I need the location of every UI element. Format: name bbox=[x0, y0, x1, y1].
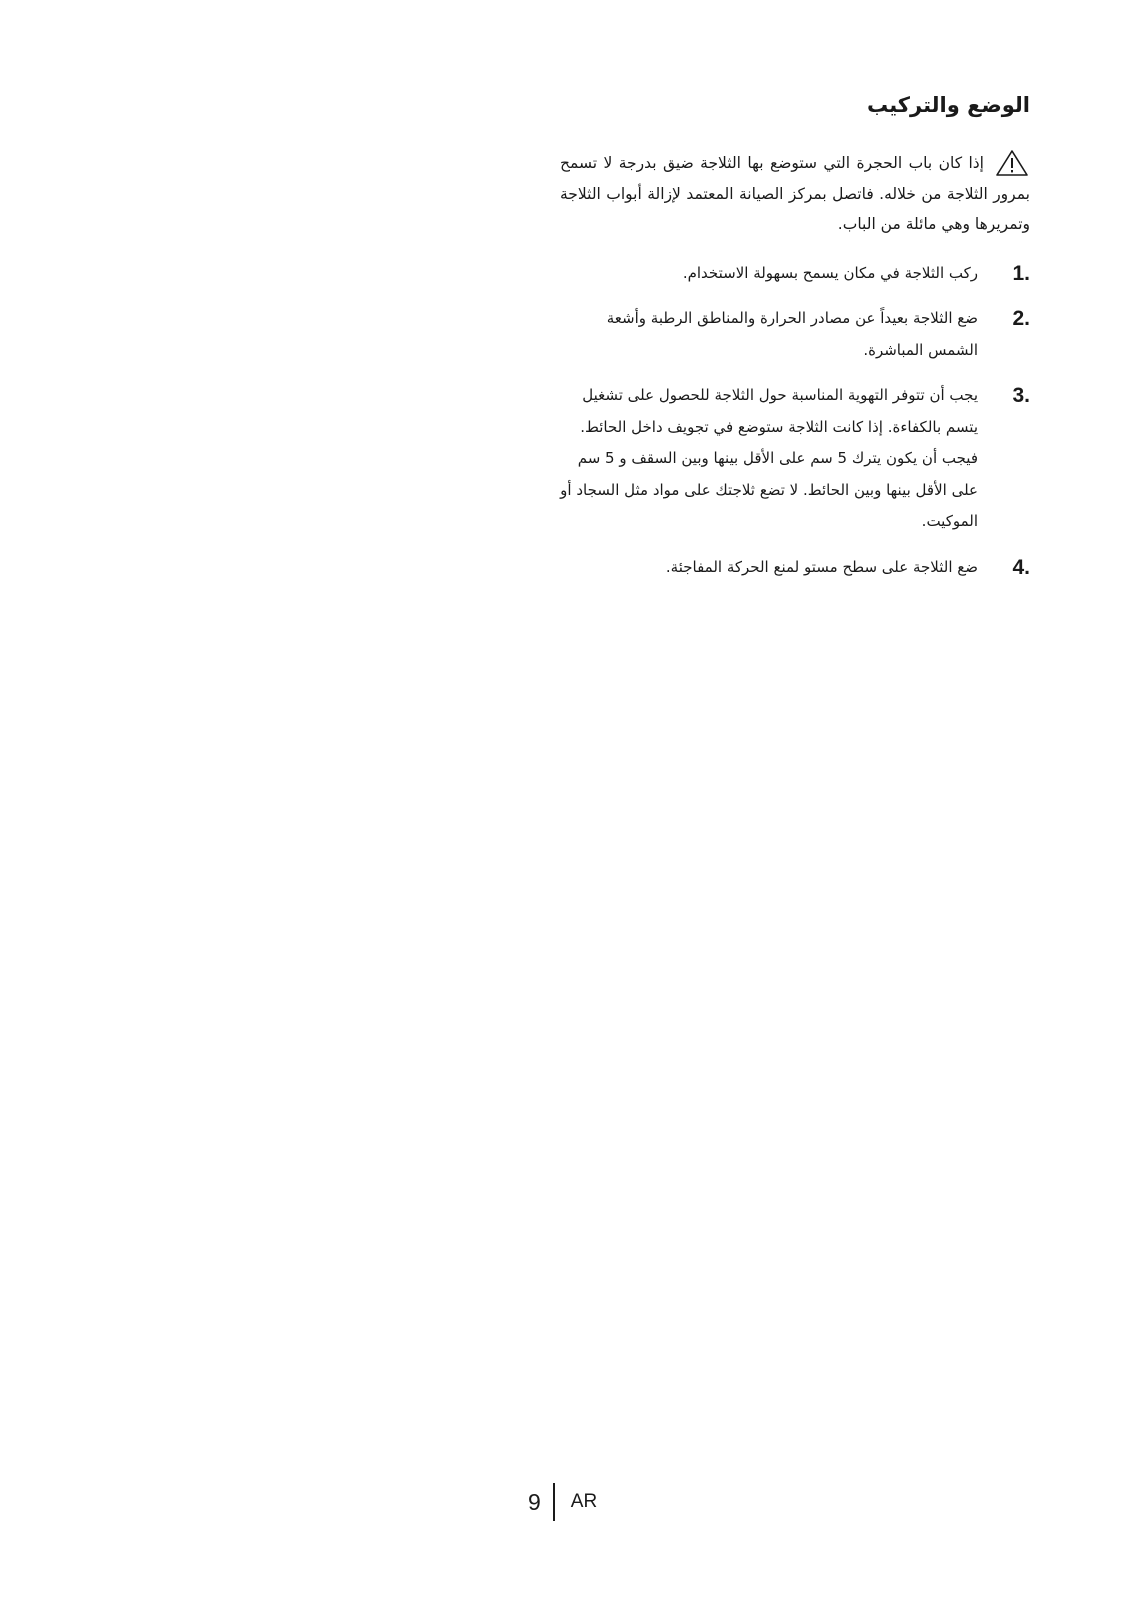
language-code: AR bbox=[570, 1491, 598, 1512]
warning-note bbox=[560, 148, 1030, 240]
footer-divider bbox=[553, 1483, 555, 1521]
step-text: يجب أن تتوفر التهوية المناسبة حول الثلاجة للحصول على تشغيل يتسم بالكفاءة. إذا كانت الثلاجة ستوضع في تجويف داخل الحائط. فيجب أن يكون يترك 5 سم على الأقل بينها وبين السقف و 5 سم على الأقل بينها وبين الحائط. لا تضع ثلاجتك على مواد مثل السجاد أو الموكيت. bbox=[560, 386, 978, 530]
list-item bbox=[560, 258, 1030, 290]
step-number: 1. bbox=[1012, 261, 1030, 285]
installation-section bbox=[560, 88, 1030, 597]
step-number: 3. bbox=[1012, 384, 1030, 407]
list-item bbox=[560, 552, 1030, 584]
page-number: 9 bbox=[528, 1489, 541, 1515]
list-item bbox=[560, 303, 1030, 366]
step-number: 4. bbox=[1012, 555, 1030, 579]
installation-steps bbox=[560, 258, 1030, 584]
page-footer bbox=[528, 1482, 597, 1522]
warning-triangle-icon bbox=[992, 148, 1030, 178]
warning-text: إذا كان باب الحجرة التي ستوضع بها الثلاجة ضيق بدرجة لا تسمح بمرور الثلاجة من خلاله. فاتصل بمركز الصيانة المعتمد لإزالة أبواب الثلاجة وتمريرها وهي مائلة من الباب. bbox=[560, 154, 1030, 233]
step-text: ركب الثلاجة في مكان يسمح بسهولة الاستخدام. bbox=[682, 263, 978, 282]
step-number: 2. bbox=[1012, 307, 1030, 330]
step-text: ضع الثلاجة على سطح مستو لمنع الحركة المفاجئة. bbox=[665, 557, 978, 576]
step-text: ضع الثلاجة بعيداً عن مصادر الحرارة والمناطق الرطبة وأشعة الشمس المباشرة. bbox=[606, 309, 978, 359]
section-heading: الوضع والتركيب bbox=[867, 93, 1030, 117]
list-item bbox=[560, 380, 1030, 538]
